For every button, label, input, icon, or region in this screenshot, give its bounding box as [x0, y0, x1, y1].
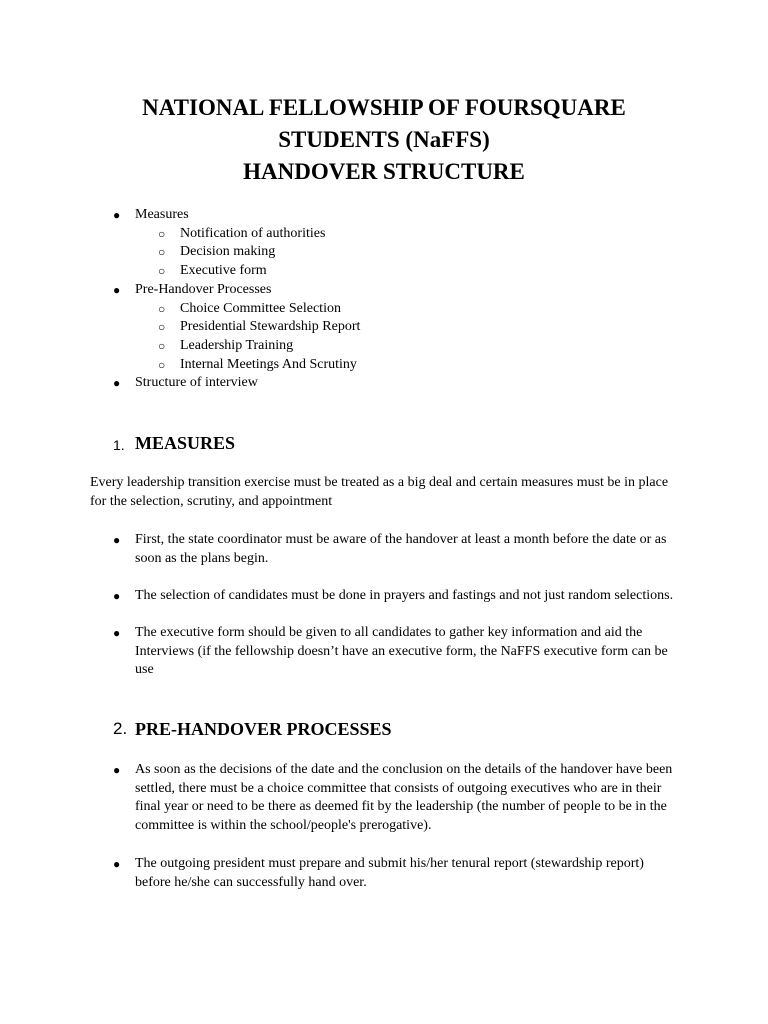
outline-subitem: ○ Decision making — [0, 243, 768, 262]
outline-subitem: ○ Internal Meetings And Scrutiny — [0, 356, 768, 375]
document-title — [0, 92, 768, 188]
outline-subitem: ○ Notification of authorities — [0, 225, 768, 244]
measures-bullets — [0, 531, 768, 568]
measures-bullets — [0, 624, 768, 680]
section-title: MEASURES — [135, 433, 236, 453]
outline-subitem: ○ Executive form — [0, 262, 768, 281]
list-item: ● The outgoing president must prepare and submit his/her tenural report (stewardship report) before he/she can successfully hand over. — [113, 856, 644, 890]
circle-bullet-icon: ○ — [158, 226, 166, 241]
pre-handover-bullets — [0, 855, 768, 892]
list-item: ● The selection of candidates must be done in prayers and fastings and not just random selections. — [0, 587, 680, 606]
list-item: ● As soon as the decisions of the date and the conclusion on the details of the handover have been settled, there must be a choice committee that consists of outgoing executives who are in their final year or need to be there as deemed fit by the leadership (the number of people to be in the committee is within the school/people's prerogative). — [113, 762, 673, 834]
outline-subitem: ○ Presidential Stewardship Report — [0, 318, 768, 337]
circle-bullet-icon: ○ — [158, 357, 166, 372]
circle-bullet-icon: ○ — [158, 264, 166, 279]
bullet-icon: ● — [113, 208, 121, 222]
bullet-icon: ● — [113, 857, 121, 871]
circle-bullet-icon: ○ — [158, 338, 166, 353]
outline-item: ● Structure of interview — [0, 374, 768, 393]
outline-subitem: ○ Leadership Training — [0, 337, 768, 356]
title-line-3: HANDOVER STRUCTURE — [243, 159, 525, 184]
list-item: ● The executive form should be given to all candidates to gather key information and aid the Interviews (if the fellowship doesn’t have an executive form, the NaFFS executive form can be use — [113, 625, 668, 678]
bullet-icon: ● — [113, 376, 121, 391]
circle-bullet-icon: ○ — [158, 320, 166, 335]
outline-subitem: ○ Choice Committee Selection — [0, 300, 768, 319]
outline-list — [0, 206, 768, 393]
bullet-icon: ● — [113, 533, 121, 547]
outline-item: ● Measures — [0, 206, 768, 225]
section-title: PRE-HANDOVER PROCESSES — [135, 719, 392, 739]
circle-bullet-icon: ○ — [158, 301, 166, 316]
list-item: ● First, the state coordinator must be aware of the handover at least a month before the date or as soon as the plans begin. — [113, 532, 667, 566]
bullet-icon: ● — [113, 589, 121, 603]
section-number: 2. — [113, 719, 128, 738]
title-line-1: NATIONAL FELLOWSHIP OF FOURSQUARE — [142, 95, 626, 120]
measures-bullets — [0, 587, 768, 606]
bullet-icon: ● — [113, 763, 121, 777]
title-line-2: STUDENTS (NaFFS) — [278, 127, 490, 152]
circle-bullet-icon: ○ — [158, 245, 166, 260]
pre-handover-bullets — [0, 761, 768, 836]
outline-item: ● Pre-Handover Processes — [0, 281, 768, 300]
section-intro: Every leadership transition exercise must be treated as a big deal and certain measures must be in place for the selection, scrutiny, and appointment — [90, 475, 669, 509]
section-number: 1. — [113, 437, 125, 453]
bullet-icon: ● — [113, 626, 121, 640]
bullet-icon: ● — [113, 282, 121, 297]
